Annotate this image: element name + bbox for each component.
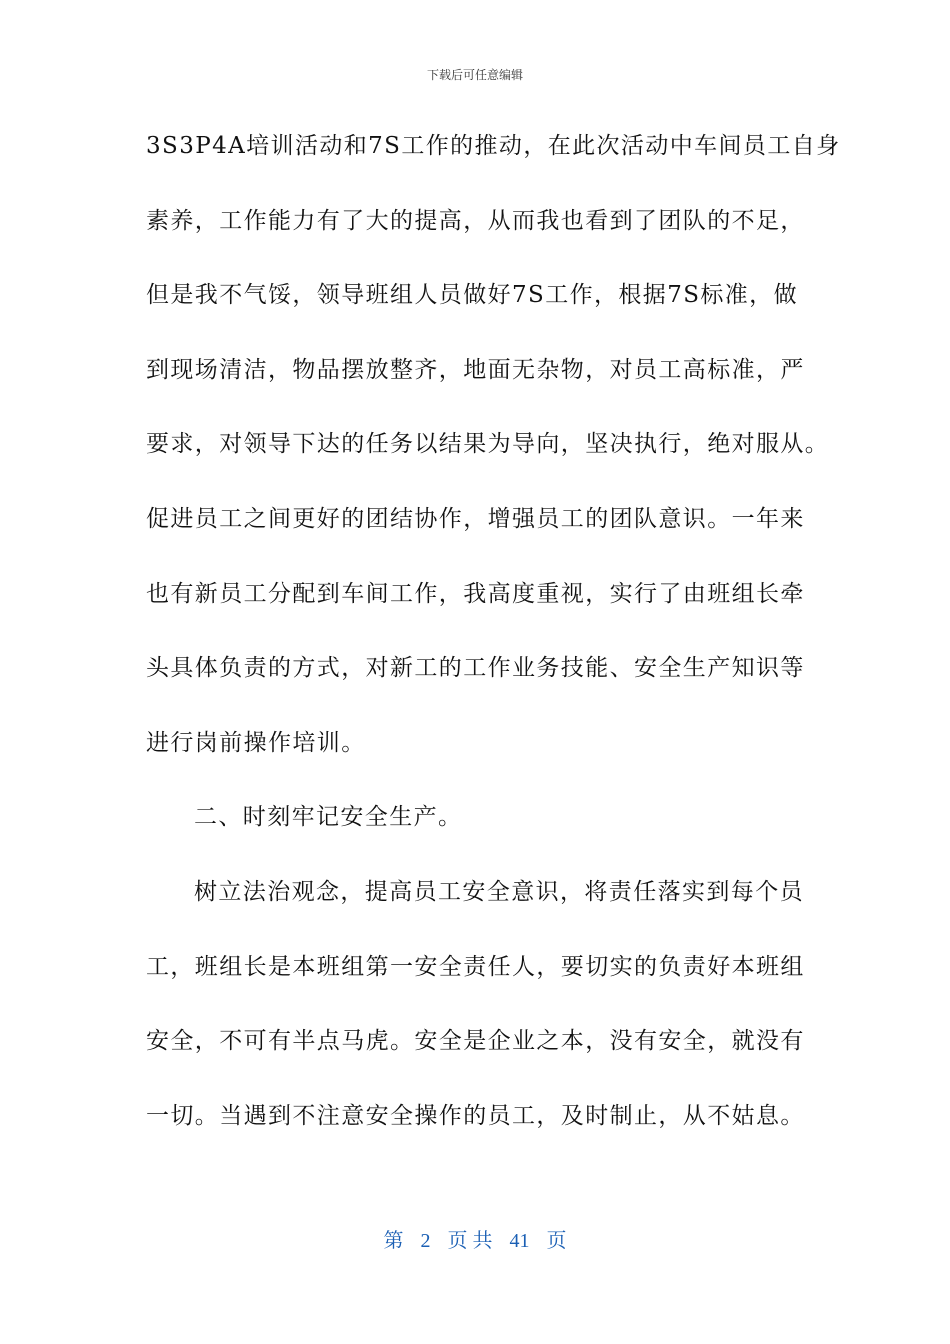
paragraph-line: 安全，不可有半点马虎。安全是企业之本，没有安全，就没有 bbox=[146, 1028, 805, 1055]
paragraph-line: 3S3P4A培训活动和7S工作的推动，在此次活动中车间员工自身 bbox=[146, 133, 841, 159]
paragraph-line: 树立法治观念，提高员工安全意识，将责任落实到每个员 bbox=[194, 878, 804, 905]
paragraph-line: 到现场清洁，物品摆放整齐，地面无杂物，对员工高标准，严 bbox=[146, 356, 805, 383]
paragraph-line: 素养，工作能力有了大的提高，从而我也看到了团队的不足， bbox=[146, 207, 805, 234]
paragraph-line: 进行岗前操作培训。 bbox=[146, 729, 366, 756]
paragraph-line: 促进员工之间更好的团结协作，增强员工的团队意识。一年来 bbox=[146, 505, 805, 532]
paragraph-line: 一切。当遇到不注意安全操作的员工，及时制止，从不姑息。 bbox=[146, 1102, 805, 1129]
paragraph-line: 要求，对领导下达的任务以结果为导向，坚决执行，绝对服从。 bbox=[146, 431, 830, 458]
paragraph-line: 但是我不气馁，领导班组人员做好7S工作，根据7S标准，做 bbox=[146, 282, 798, 309]
paragraph-line: 也有新员工分配到车间工作，我高度重视，实行了由班组长牵 bbox=[146, 580, 805, 607]
page-header: 下载后可任意编辑 bbox=[426, 68, 523, 82]
current-page-number: 2 bbox=[420, 1230, 431, 1252]
footer-prefix: 第 bbox=[383, 1230, 404, 1252]
footer-suffix: 页 bbox=[546, 1230, 567, 1252]
page-footer bbox=[0, 1224, 950, 1253]
paragraph-line: 工，班组长是本班组第一安全责任人，要切实的负责好本班组 bbox=[146, 953, 805, 980]
section-heading: 二、时刻牢记安全生产。 bbox=[194, 804, 463, 831]
footer-middle: 页 共 bbox=[447, 1230, 493, 1252]
total-page-count: 41 bbox=[509, 1230, 530, 1252]
paragraph-line: 头具体负责的方式，对新工的工作业务技能、安全生产知识等 bbox=[146, 655, 805, 682]
body-text bbox=[146, 122, 841, 1166]
